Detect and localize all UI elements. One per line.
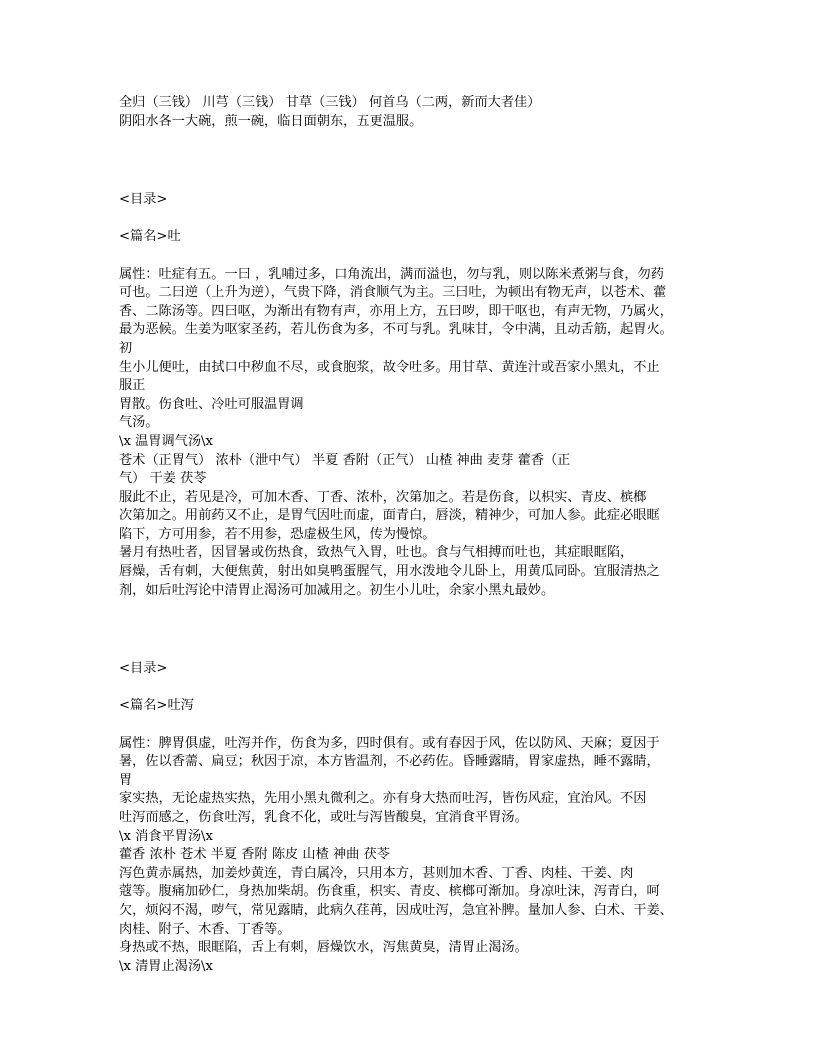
text-line: 身热或不热，眼眶陷，舌上有刺，唇燥饮水，泻焦黄臭，清胃止渴汤。	[119, 940, 528, 956]
text-line: 初	[119, 340, 133, 356]
text-line: 属性：脾胃俱虚，吐泻并作，伤食为多，四时俱有。或有春因于风，佐以防风、天麻；夏因于	[119, 735, 660, 751]
section-vomiting	[119, 191, 709, 600]
text-line: 肉桂、附子、木香、丁香等。	[119, 921, 291, 937]
text-line: 唇燥，舌有刺，大便焦黄，射出如臭鸭蛋腥气，用水泼地令儿卧上，用黄瓜同卧。宜服清热之	[119, 564, 660, 580]
text-line: 胃	[119, 772, 133, 788]
toc-link[interactable]: <目录>	[119, 192, 168, 208]
formula-title: \x 清胃止渴汤\x	[119, 958, 213, 974]
text-line: 吐泻而感之，伤食吐泻，乳食不化，或吐与泻皆酸臭，宜消食平胃汤。	[119, 810, 528, 825]
text-line: 全归（三钱） 川芎（三钱） 甘草（三钱） 何首乌（二两，新而大者佳）	[119, 95, 541, 110]
text-line: 欠，烦闷不渴，哕气，常见露睛，此病久荏苒，因成吐泻，急宜补脾。量加人参、白术、干姜、	[119, 902, 673, 918]
section-heading: <篇名>吐泻	[119, 698, 194, 714]
text-line: 阴阳水各一大碗，煎一碗，临日面朝东，五更温服。	[119, 113, 423, 129]
text-line: 蔻等。腹痛加砂仁，身热加柴胡。伤食重，枳实、青皮、槟榔可渐加。身凉吐沫，泻青白，呵	[119, 884, 660, 900]
text-line: 气） 干姜 茯苓	[119, 471, 207, 487]
text-line: 属性：吐症有五。一曰 ，乳哺过多，口角流出，满而溢也，勿与乳，则以陈米煮粥与食，勿药	[119, 266, 664, 282]
formula-title: \x 温胃调气汤\x	[119, 433, 213, 449]
text-line: 陷下，方可用参，若不用参，恐虚极生风，传为慢惊。	[119, 526, 436, 542]
section-heading: <篇名>吐	[119, 229, 181, 245]
section-vomiting-diarrhea	[119, 660, 709, 976]
text-line: 泻色黄赤属热，加姜炒黄连，青白属冷，只用本方，甚则加木香、丁香、肉桂、干姜、肉	[119, 865, 634, 881]
text-line: 暑月有热吐者，因冒暑或伤热食，致热气入胃，吐也。食与气相搏而吐也，其症眼眶陷，	[119, 545, 634, 561]
toc-link[interactable]: <目录>	[119, 661, 168, 677]
text-line: 胃散。伤食吐、冷吐可服温胃调	[119, 396, 304, 412]
text-line: 最为恶候。生姜为呕家圣药，若儿伤食为多，不可与乳。乳味甘，令中满，且动舌筋，起胃火。	[119, 322, 673, 338]
text-line: 气汤。	[119, 415, 159, 431]
text-line: 生小儿便吐，由拭口中秽血不尽，或食胞浆，故令吐多。用甘草、黄连汁或吾家小黑丸，不止	[119, 359, 660, 375]
text-line: 家实热，无论虚热实热，先用小黑丸微利之。亦有身大热而吐泻，皆伤风症，宜治风。不因	[119, 791, 647, 807]
text-line: 藿香 浓朴 苍术 半夏 香附 陈皮 山楂 神曲 茯苓	[119, 847, 390, 863]
text-line: 苍术（正胃气） 浓朴（泄中气） 半夏 香附（正气） 山楂 神曲 麦芽 藿香（正	[119, 452, 571, 468]
formula-title: \x 消食平胃汤\x	[119, 828, 213, 844]
prescription-section	[119, 94, 709, 131]
text-line: 可也。二曰逆（上升为逆），气贵下降，消食顺气为主。三曰吐，为顿出有物无声，以苍术、藿	[119, 285, 667, 301]
text-line: 次第加之。用前药又不止，是胃气因吐而虚，面青白，唇淡，精神少，可加人参。此症必眼眶	[119, 508, 660, 524]
text-line: 服正	[119, 378, 146, 394]
text-line: 香、二陈汤等。四曰呕，为渐出有物有声，亦用上方，五曰哕，即干呕也，有声无物，乃属火，	[119, 303, 673, 319]
document-page	[119, 94, 709, 976]
text-line: 暑，佐以香薷、扁豆；秋因于凉，本方皆温剂，不必药佐。昏睡露睛，胃家虚热，睡不露睛，	[119, 754, 660, 770]
text-line: 剂，如后吐泻论中清胃止渴汤可加减用之。初生小儿吐，余家小黑丸最妙。	[119, 582, 555, 598]
text-line: 服此不止，若见是冷，可加木香、丁香、浓朴，次第加之。若是伤食，以枳实、青皮、槟榔	[119, 489, 647, 505]
